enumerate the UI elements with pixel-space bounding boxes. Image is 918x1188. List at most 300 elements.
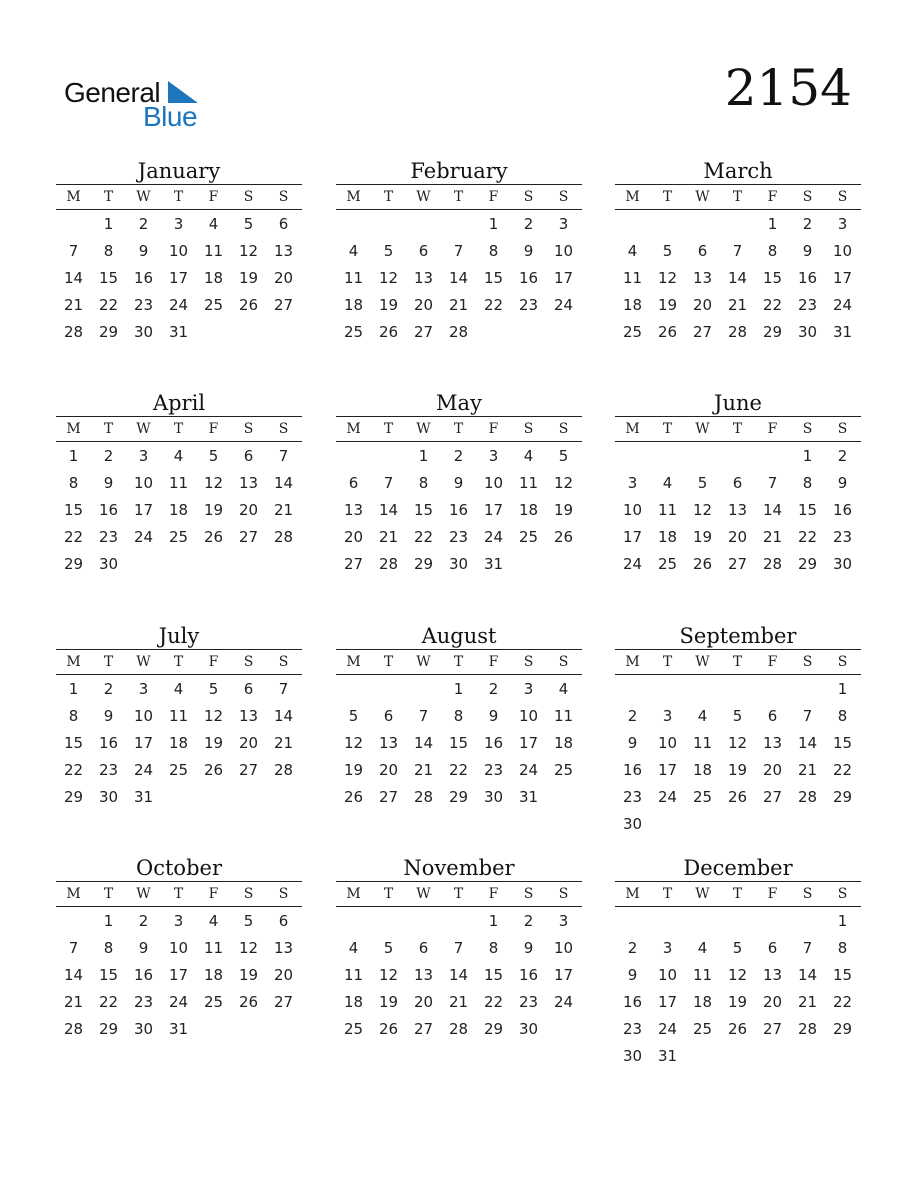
day-cell: 13 bbox=[238, 707, 259, 725]
day-cell: 23 bbox=[797, 296, 818, 314]
empty-day-cell bbox=[336, 211, 371, 238]
day-cell: 10 bbox=[553, 939, 574, 957]
day-cell: 28 bbox=[413, 788, 434, 806]
day-cell: 31 bbox=[168, 323, 189, 341]
day-cell: 27 bbox=[238, 528, 259, 546]
year-title: 2154 bbox=[724, 59, 852, 117]
weekday-label: F bbox=[767, 654, 778, 670]
day-cell: 22 bbox=[98, 993, 119, 1011]
day-cell: 10 bbox=[657, 734, 678, 752]
day-cell: 18 bbox=[518, 501, 539, 519]
day-cell: 19 bbox=[378, 993, 399, 1011]
day-cell: 19 bbox=[553, 501, 574, 519]
weekday-header bbox=[56, 650, 302, 674]
day-cell: 17 bbox=[168, 269, 189, 287]
day-cell: 2 bbox=[627, 707, 638, 725]
day-cell: 10 bbox=[483, 474, 504, 492]
day-cell: 2 bbox=[627, 939, 638, 957]
weekday-label: M bbox=[625, 421, 640, 437]
day-cell: 25 bbox=[203, 993, 224, 1011]
weekday-label: W bbox=[416, 886, 431, 902]
day-cell: 22 bbox=[63, 761, 84, 779]
day-cell: 6 bbox=[697, 242, 708, 260]
day-cell: 3 bbox=[138, 447, 149, 465]
empty-day-cell bbox=[650, 211, 685, 238]
weekday-label: S bbox=[802, 189, 813, 205]
month-name: March bbox=[703, 159, 773, 183]
day-cell: 12 bbox=[203, 474, 224, 492]
day-cell: 18 bbox=[622, 296, 643, 314]
day-cell: 24 bbox=[133, 761, 154, 779]
weekday-label: T bbox=[732, 189, 743, 205]
day-cell: 21 bbox=[63, 296, 84, 314]
weekday-label: T bbox=[732, 886, 743, 902]
empty-day-cell bbox=[720, 908, 755, 935]
weekday-label: T bbox=[453, 189, 464, 205]
day-cell: 4 bbox=[558, 680, 569, 698]
day-cell: 25 bbox=[168, 761, 189, 779]
day-cell: 8 bbox=[837, 939, 848, 957]
day-cell: 7 bbox=[278, 680, 289, 698]
empty-day-cell bbox=[441, 908, 476, 935]
day-cell: 3 bbox=[558, 912, 569, 930]
day-cell: 13 bbox=[273, 242, 294, 260]
day-cell: 8 bbox=[488, 242, 499, 260]
day-cell: 5 bbox=[383, 242, 394, 260]
month-name: November bbox=[403, 856, 515, 880]
day-cell: 13 bbox=[343, 501, 364, 519]
day-cell: 21 bbox=[413, 761, 434, 779]
day-cell: 25 bbox=[343, 323, 364, 341]
day-cell: 13 bbox=[273, 939, 294, 957]
day-cell: 2 bbox=[103, 447, 114, 465]
weekday-label: M bbox=[66, 654, 81, 670]
weekday-label: W bbox=[416, 654, 431, 670]
day-cell: 31 bbox=[168, 1020, 189, 1038]
weekday-label: W bbox=[695, 189, 710, 205]
day-cell: 9 bbox=[103, 707, 114, 725]
day-cell: 18 bbox=[692, 993, 713, 1011]
day-cell: 8 bbox=[767, 242, 778, 260]
day-cell: 13 bbox=[413, 966, 434, 984]
day-cell: 5 bbox=[732, 707, 743, 725]
weekday-label: W bbox=[695, 886, 710, 902]
day-cell: 29 bbox=[832, 788, 853, 806]
day-cell: 17 bbox=[168, 966, 189, 984]
day-cell: 10 bbox=[133, 707, 154, 725]
day-grid bbox=[615, 210, 861, 346]
day-cell: 26 bbox=[343, 788, 364, 806]
day-cell: 26 bbox=[727, 1020, 748, 1038]
day-cell: 14 bbox=[448, 966, 469, 984]
day-cell: 2 bbox=[138, 912, 149, 930]
day-cell: 9 bbox=[627, 966, 638, 984]
month-name: September bbox=[679, 624, 797, 648]
day-cell: 23 bbox=[832, 528, 853, 546]
day-cell: 18 bbox=[203, 966, 224, 984]
day-cell: 9 bbox=[523, 939, 534, 957]
day-cell: 28 bbox=[727, 323, 748, 341]
day-cell: 6 bbox=[767, 939, 778, 957]
day-cell: 6 bbox=[418, 939, 429, 957]
day-cell: 9 bbox=[523, 242, 534, 260]
empty-day-cell bbox=[406, 908, 441, 935]
day-cell: 4 bbox=[662, 474, 673, 492]
day-cell: 7 bbox=[418, 707, 429, 725]
day-cell: 10 bbox=[553, 242, 574, 260]
day-cell: 12 bbox=[203, 707, 224, 725]
weekday-label: T bbox=[732, 421, 743, 437]
day-cell: 29 bbox=[98, 323, 119, 341]
day-cell: 29 bbox=[63, 555, 84, 573]
day-cell: 22 bbox=[762, 296, 783, 314]
day-cell: 18 bbox=[657, 528, 678, 546]
empty-day-cell bbox=[336, 908, 371, 935]
day-cell: 28 bbox=[762, 555, 783, 573]
day-cell: 24 bbox=[483, 528, 504, 546]
weekday-label: T bbox=[173, 421, 184, 437]
weekday-label: F bbox=[767, 886, 778, 902]
day-cell: 30 bbox=[832, 555, 853, 573]
day-cell: 6 bbox=[243, 447, 254, 465]
weekday-header bbox=[336, 185, 582, 209]
weekday-label: T bbox=[662, 421, 673, 437]
empty-day-cell bbox=[371, 211, 406, 238]
day-grid bbox=[336, 210, 582, 346]
day-cell: 30 bbox=[518, 1020, 539, 1038]
month-name: August bbox=[421, 624, 497, 648]
weekday-label: S bbox=[558, 189, 569, 205]
day-cell: 13 bbox=[762, 734, 783, 752]
day-cell: 1 bbox=[767, 215, 778, 233]
day-cell: 10 bbox=[168, 242, 189, 260]
day-cell: 26 bbox=[553, 528, 574, 546]
weekday-label: M bbox=[625, 189, 640, 205]
weekday-label: F bbox=[488, 421, 499, 437]
day-cell: 20 bbox=[762, 993, 783, 1011]
day-cell: 6 bbox=[418, 242, 429, 260]
day-cell: 6 bbox=[243, 680, 254, 698]
empty-day-cell bbox=[371, 676, 406, 703]
day-cell: 21 bbox=[378, 528, 399, 546]
weekday-label: S bbox=[837, 421, 848, 437]
day-cell: 28 bbox=[797, 1020, 818, 1038]
day-cell: 14 bbox=[727, 269, 748, 287]
day-cell: 30 bbox=[133, 1020, 154, 1038]
day-cell: 18 bbox=[203, 269, 224, 287]
day-cell: 14 bbox=[413, 734, 434, 752]
day-cell: 24 bbox=[133, 528, 154, 546]
weekday-label: F bbox=[488, 189, 499, 205]
weekday-label: S bbox=[278, 189, 289, 205]
empty-day-cell bbox=[615, 443, 650, 470]
day-cell: 10 bbox=[518, 707, 539, 725]
weekday-label: M bbox=[346, 421, 361, 437]
day-cell: 19 bbox=[343, 761, 364, 779]
weekday-label: M bbox=[346, 886, 361, 902]
day-cell: 14 bbox=[63, 269, 84, 287]
day-cell: 10 bbox=[622, 501, 643, 519]
day-cell: 10 bbox=[832, 242, 853, 260]
day-cell: 14 bbox=[762, 501, 783, 519]
weekday-label: W bbox=[695, 654, 710, 670]
day-cell: 24 bbox=[518, 761, 539, 779]
day-cell: 19 bbox=[203, 501, 224, 519]
day-cell: 28 bbox=[273, 528, 294, 546]
day-cell: 20 bbox=[273, 966, 294, 984]
empty-day-cell bbox=[441, 211, 476, 238]
weekday-label: W bbox=[136, 189, 151, 205]
day-cell: 4 bbox=[173, 447, 184, 465]
day-cell: 21 bbox=[273, 501, 294, 519]
day-cell: 20 bbox=[343, 528, 364, 546]
day-cell: 5 bbox=[383, 939, 394, 957]
day-cell: 26 bbox=[203, 528, 224, 546]
day-cell: 3 bbox=[558, 215, 569, 233]
empty-day-cell bbox=[406, 211, 441, 238]
day-cell: 20 bbox=[727, 528, 748, 546]
day-cell: 16 bbox=[133, 966, 154, 984]
day-cell: 23 bbox=[518, 296, 539, 314]
day-cell: 24 bbox=[553, 993, 574, 1011]
weekday-label: T bbox=[103, 886, 114, 902]
weekday-label: S bbox=[558, 654, 569, 670]
day-cell: 30 bbox=[483, 788, 504, 806]
day-cell: 7 bbox=[278, 447, 289, 465]
day-cell: 12 bbox=[727, 966, 748, 984]
day-cell: 23 bbox=[448, 528, 469, 546]
day-cell: 15 bbox=[797, 501, 818, 519]
month-september bbox=[615, 623, 861, 838]
day-cell: 23 bbox=[622, 788, 643, 806]
day-cell: 18 bbox=[343, 993, 364, 1011]
weekday-label: T bbox=[662, 654, 673, 670]
empty-day-cell bbox=[615, 908, 650, 935]
empty-day-cell bbox=[720, 211, 755, 238]
day-cell: 9 bbox=[488, 707, 499, 725]
day-cell: 22 bbox=[483, 296, 504, 314]
empty-day-cell bbox=[790, 676, 825, 703]
day-grid bbox=[615, 907, 861, 1070]
day-cell: 12 bbox=[657, 269, 678, 287]
day-cell: 19 bbox=[692, 528, 713, 546]
day-cell: 19 bbox=[727, 761, 748, 779]
weekday-label: S bbox=[558, 886, 569, 902]
day-cell: 16 bbox=[832, 501, 853, 519]
day-cell: 7 bbox=[453, 242, 464, 260]
day-cell: 18 bbox=[168, 734, 189, 752]
weekday-label: S bbox=[278, 654, 289, 670]
day-cell: 31 bbox=[832, 323, 853, 341]
weekday-label: S bbox=[523, 189, 534, 205]
day-cell: 27 bbox=[762, 1020, 783, 1038]
day-cell: 17 bbox=[657, 761, 678, 779]
day-cell: 1 bbox=[488, 912, 499, 930]
month-may bbox=[336, 390, 582, 578]
day-cell: 11 bbox=[657, 501, 678, 519]
day-cell: 16 bbox=[622, 993, 643, 1011]
weekday-header bbox=[56, 417, 302, 441]
day-cell: 11 bbox=[168, 474, 189, 492]
empty-day-cell bbox=[685, 676, 720, 703]
day-cell: 2 bbox=[802, 215, 813, 233]
month-name: July bbox=[158, 624, 200, 648]
day-cell: 13 bbox=[238, 474, 259, 492]
day-cell: 26 bbox=[378, 1020, 399, 1038]
day-cell: 12 bbox=[692, 501, 713, 519]
weekday-label: M bbox=[66, 189, 81, 205]
day-cell: 30 bbox=[98, 788, 119, 806]
day-cell: 20 bbox=[692, 296, 713, 314]
day-cell: 20 bbox=[413, 296, 434, 314]
day-cell: 21 bbox=[63, 993, 84, 1011]
day-cell: 1 bbox=[103, 912, 114, 930]
empty-day-cell bbox=[720, 443, 755, 470]
day-cell: 15 bbox=[832, 966, 853, 984]
day-cell: 24 bbox=[168, 296, 189, 314]
day-cell: 16 bbox=[518, 269, 539, 287]
day-cell: 4 bbox=[697, 939, 708, 957]
weekday-label: S bbox=[802, 421, 813, 437]
month-name: December bbox=[683, 856, 793, 880]
day-cell: 13 bbox=[692, 269, 713, 287]
weekday-label: S bbox=[837, 189, 848, 205]
day-cell: 20 bbox=[238, 501, 259, 519]
day-cell: 2 bbox=[138, 215, 149, 233]
day-cell: 17 bbox=[622, 528, 643, 546]
day-cell: 9 bbox=[802, 242, 813, 260]
weekday-label: F bbox=[767, 189, 778, 205]
month-november bbox=[336, 855, 582, 1043]
day-cell: 15 bbox=[483, 966, 504, 984]
day-cell: 28 bbox=[63, 323, 84, 341]
day-cell: 27 bbox=[413, 323, 434, 341]
day-cell: 7 bbox=[453, 939, 464, 957]
day-cell: 17 bbox=[133, 734, 154, 752]
weekday-header bbox=[336, 650, 582, 674]
day-cell: 23 bbox=[98, 528, 119, 546]
weekday-label: T bbox=[103, 654, 114, 670]
month-name: October bbox=[136, 856, 222, 880]
weekday-label: T bbox=[732, 654, 743, 670]
empty-day-cell bbox=[650, 908, 685, 935]
weekday-label: M bbox=[346, 189, 361, 205]
day-cell: 5 bbox=[243, 912, 254, 930]
day-cell: 18 bbox=[692, 761, 713, 779]
day-cell: 25 bbox=[622, 323, 643, 341]
day-cell: 9 bbox=[138, 939, 149, 957]
day-cell: 15 bbox=[63, 734, 84, 752]
day-cell: 16 bbox=[518, 966, 539, 984]
day-cell: 11 bbox=[692, 734, 713, 752]
day-cell: 31 bbox=[133, 788, 154, 806]
day-cell: 26 bbox=[238, 296, 259, 314]
weekday-label: T bbox=[103, 421, 114, 437]
month-name: May bbox=[436, 391, 482, 415]
empty-day-cell bbox=[406, 676, 441, 703]
day-cell: 14 bbox=[63, 966, 84, 984]
weekday-label: S bbox=[243, 421, 254, 437]
day-cell: 21 bbox=[727, 296, 748, 314]
empty-day-cell bbox=[336, 443, 371, 470]
empty-day-cell bbox=[371, 908, 406, 935]
day-cell: 27 bbox=[413, 1020, 434, 1038]
weekday-label: S bbox=[523, 886, 534, 902]
day-cell: 6 bbox=[383, 707, 394, 725]
weekday-label: F bbox=[208, 654, 219, 670]
empty-day-cell bbox=[755, 908, 790, 935]
weekday-label: W bbox=[695, 421, 710, 437]
day-cell: 14 bbox=[448, 269, 469, 287]
empty-day-cell bbox=[685, 211, 720, 238]
empty-day-cell bbox=[615, 211, 650, 238]
day-cell: 15 bbox=[762, 269, 783, 287]
weekday-label: T bbox=[662, 886, 673, 902]
day-cell: 3 bbox=[662, 707, 673, 725]
weekday-label: T bbox=[662, 189, 673, 205]
day-cell: 20 bbox=[413, 993, 434, 1011]
day-cell: 27 bbox=[762, 788, 783, 806]
day-cell: 8 bbox=[103, 242, 114, 260]
logo-word-blue: Blue bbox=[143, 101, 198, 132]
general-blue-logo bbox=[64, 76, 214, 132]
day-cell: 1 bbox=[68, 680, 79, 698]
day-cell: 13 bbox=[413, 269, 434, 287]
day-cell: 19 bbox=[238, 269, 259, 287]
empty-day-cell bbox=[720, 676, 755, 703]
day-cell: 27 bbox=[378, 788, 399, 806]
day-cell: 28 bbox=[378, 555, 399, 573]
day-cell: 4 bbox=[208, 912, 219, 930]
day-cell: 22 bbox=[448, 761, 469, 779]
day-cell: 22 bbox=[63, 528, 84, 546]
day-cell: 15 bbox=[483, 269, 504, 287]
day-cell: 7 bbox=[732, 242, 743, 260]
weekday-label: W bbox=[136, 421, 151, 437]
day-cell: 26 bbox=[238, 993, 259, 1011]
day-cell: 8 bbox=[103, 939, 114, 957]
day-cell: 21 bbox=[448, 296, 469, 314]
day-grid bbox=[615, 442, 861, 578]
month-april bbox=[56, 390, 302, 578]
day-cell: 10 bbox=[133, 474, 154, 492]
weekday-label: F bbox=[767, 421, 778, 437]
day-cell: 11 bbox=[518, 474, 539, 492]
day-cell: 8 bbox=[418, 474, 429, 492]
weekday-label: S bbox=[523, 654, 534, 670]
day-cell: 21 bbox=[797, 761, 818, 779]
day-cell: 21 bbox=[762, 528, 783, 546]
weekday-label: S bbox=[523, 421, 534, 437]
day-cell: 10 bbox=[168, 939, 189, 957]
day-cell: 25 bbox=[692, 788, 713, 806]
day-cell: 23 bbox=[483, 761, 504, 779]
day-cell: 25 bbox=[518, 528, 539, 546]
day-cell: 15 bbox=[448, 734, 469, 752]
empty-day-cell bbox=[755, 443, 790, 470]
day-cell: 24 bbox=[168, 993, 189, 1011]
weekday-label: W bbox=[416, 421, 431, 437]
weekday-header bbox=[336, 882, 582, 906]
month-name: June bbox=[714, 391, 762, 415]
weekday-header bbox=[615, 650, 861, 674]
day-cell: 2 bbox=[453, 447, 464, 465]
weekday-label: F bbox=[208, 886, 219, 902]
weekday-label: T bbox=[383, 654, 394, 670]
day-cell: 21 bbox=[273, 734, 294, 752]
day-cell: 1 bbox=[103, 215, 114, 233]
day-cell: 18 bbox=[553, 734, 574, 752]
